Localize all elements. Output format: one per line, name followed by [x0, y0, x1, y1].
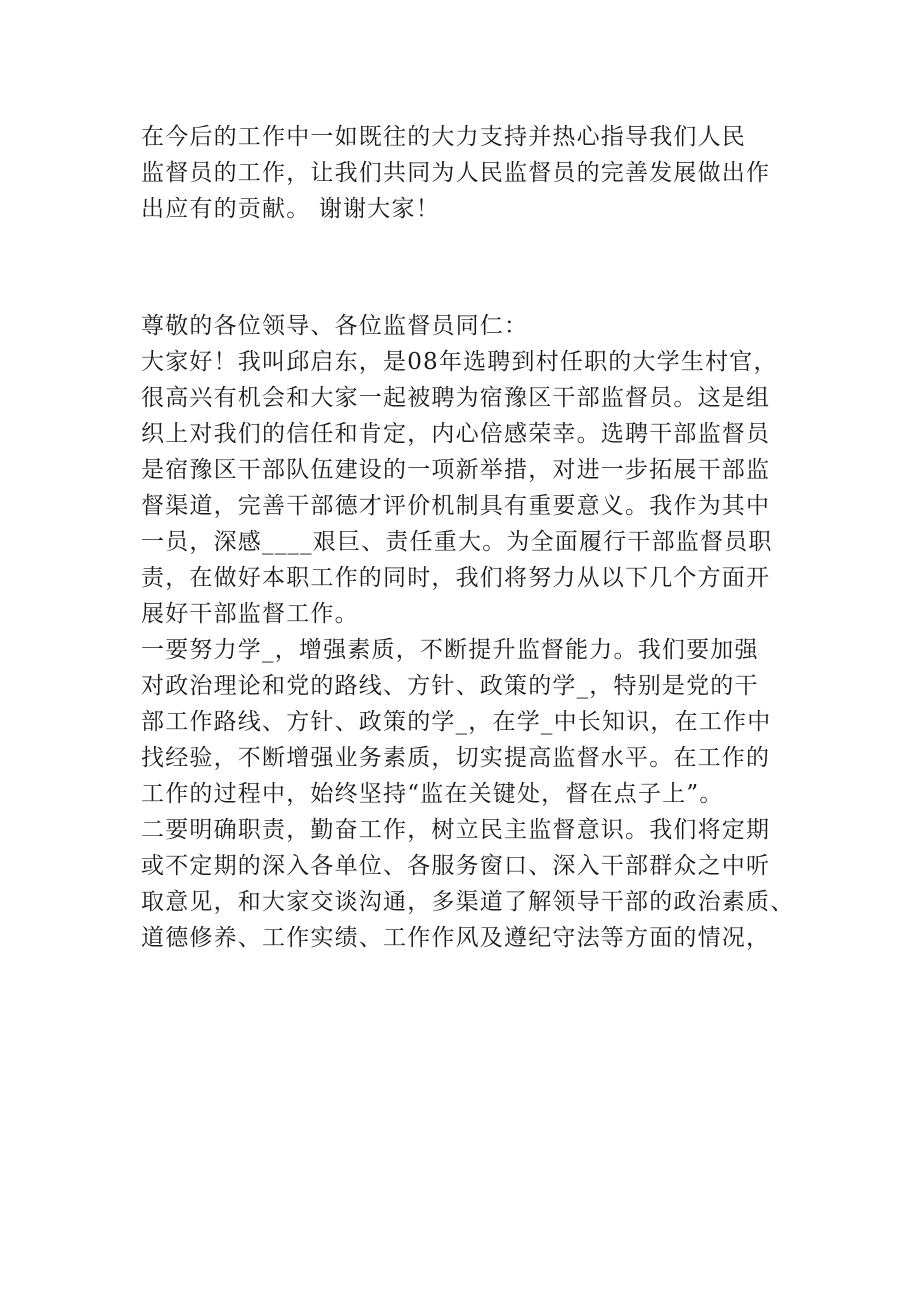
text-line: 对政治理论和党的路线、方针、政策的学_，特别是党的干 — [141, 673, 759, 699]
text-line: 一要努力学_，增强素质，不断提升监督能力。我们要加强 — [141, 637, 759, 663]
text-line: 责，在做好本职工作的同时，我们将努力从以下几个方面开 — [141, 565, 771, 591]
text-line: 督渠道，完善干部德才评价机制具有重要意义。我作为其中 — [141, 493, 771, 519]
text-line: 很高兴有机会和大家一起被聘为宿豫区干部监督员。这是组 — [141, 385, 771, 411]
text-line: 部工作路线、方针、政策的学_，在学_中长知识，在工作中 — [141, 709, 772, 735]
text-line: 展好干部监督工作。 — [141, 601, 359, 627]
text-line: 大家好！我叫邱启东，是08年选聘到村任职的大学生村官， — [141, 349, 778, 375]
text-line: 取意见，和大家交谈沟通，多渠道了解领导干部的政治素质、 — [141, 889, 795, 915]
closing-paragraph — [141, 119, 801, 227]
text-line: 是宿豫区干部队伍建设的一项新举措，对进一步拓展干部监 — [141, 457, 771, 483]
text-line: 在今后的工作中一如既往的大力支持并热心指导我们人民 — [141, 124, 746, 150]
text-line: 一员，深感____艰巨、责任重大。为全面履行干部监督员职 — [141, 529, 773, 555]
text-line: 监督员的工作，让我们共同为人民监督员的完善发展做出作 — [141, 160, 771, 186]
text-line: 织上对我们的信任和肯定，内心倍感荣幸。选聘干部监督员 — [141, 421, 771, 447]
text-line: 二要明确职责，勤奋工作，树立民主监督意识。我们将定期 — [141, 817, 771, 843]
salutation-line: 尊敬的各位领导、各位监督员同仁： — [141, 313, 529, 339]
text-line: 或不定期的深入各单位、各服务窗口、深入干部群众之中听 — [141, 853, 771, 879]
speech-body — [141, 308, 801, 992]
text-line: 工作的过程中，始终坚持“监在关键处，督在点子上”。 — [141, 781, 724, 807]
text-line: 道德修养、工作实绩、工作作风及遵纪守法等方面的情况， — [141, 925, 771, 951]
text-line — [141, 956, 801, 992]
text-line: 找经验，不断增强业务素质，切实提高监督水平。在工作的 — [141, 745, 771, 771]
text-line: 出应有的贡献。 谢谢大家！ — [141, 196, 440, 222]
